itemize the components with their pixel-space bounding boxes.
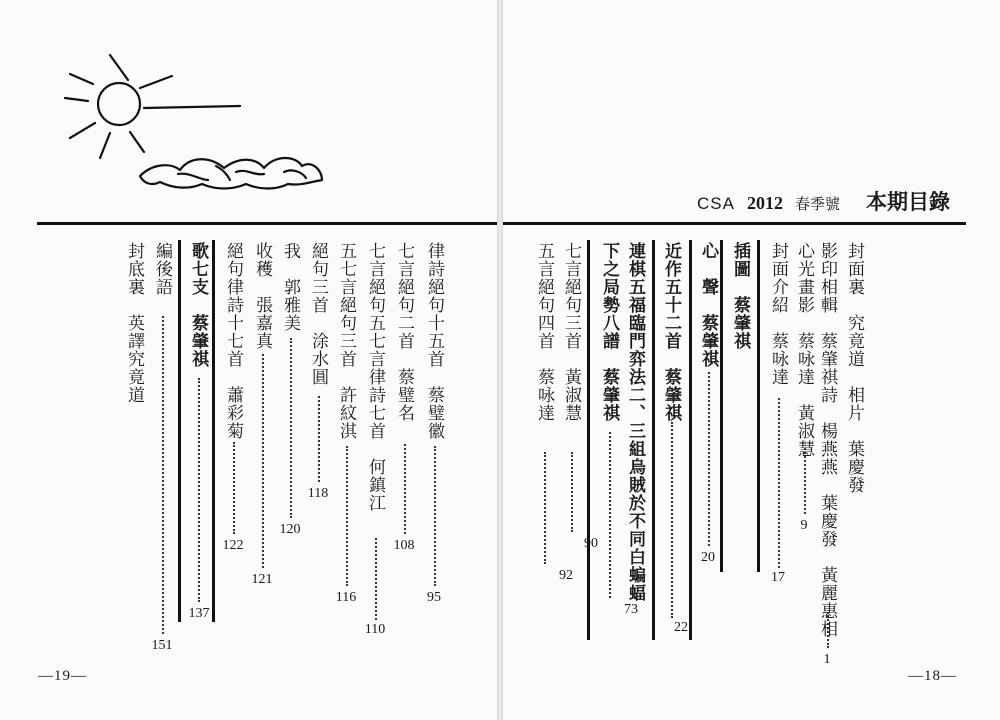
header-rule-left bbox=[37, 222, 497, 225]
toc-page-number: 121 bbox=[251, 572, 273, 587]
toc-page-number: 151 bbox=[151, 638, 173, 653]
toc-page-number: 108 bbox=[393, 538, 415, 553]
toc-leader-dots bbox=[233, 442, 235, 534]
toc-leader-dots bbox=[346, 446, 348, 586]
toc-entry-heart-voice[interactable]: 心 聲 蔡肇祺 bbox=[698, 242, 718, 368]
toc-leader-dots bbox=[404, 444, 406, 534]
section-bar bbox=[689, 240, 692, 640]
toc-page-number: 1 bbox=[823, 652, 831, 667]
section-bar bbox=[178, 240, 181, 622]
toc-entry-seven-songs[interactable]: 歌七支 蔡肇祺 bbox=[188, 242, 208, 368]
issue-year: 2012 bbox=[746, 193, 783, 213]
toc-leader-dots bbox=[827, 612, 829, 648]
toc-page-number: 95 bbox=[427, 590, 441, 605]
toc-entry-recent-works[interactable]: 近作五十二首 蔡肇祺 bbox=[661, 242, 681, 422]
toc-entry-heart-light-paintings[interactable]: 心光畫影 蔡咏達 黃淑慧 bbox=[794, 242, 814, 458]
toc-page-number: 122 bbox=[222, 538, 244, 553]
toc-entry-me[interactable]: 我 郭雅美 bbox=[280, 242, 300, 332]
toc-entry-connect-chess-line2[interactable]: 下之局勢八譜 蔡肇祺 bbox=[599, 242, 619, 422]
toc-entry-harvest[interactable]: 收穫 張嘉真 bbox=[252, 242, 272, 350]
folio-right: —18— bbox=[908, 668, 957, 684]
issue-season: 春季號 bbox=[794, 195, 840, 213]
toc-entry-photo-album[interactable]: 影印相輯 蔡肇祺詩 楊燕燕 葉慶發 黃麗惠相 bbox=[817, 242, 837, 638]
toc-entry-seven-char-quatrains[interactable]: 七言絕句三首 黃淑慧 bbox=[561, 242, 581, 422]
toc-leader-dots bbox=[198, 378, 200, 602]
section-bar bbox=[757, 240, 760, 572]
toc-page-number: 92 bbox=[559, 568, 573, 583]
magazine-brand: CSA bbox=[697, 194, 735, 213]
toc-leader-dots bbox=[262, 354, 264, 568]
toc-page-number: 116 bbox=[335, 590, 357, 605]
toc-entry-quatrain-regulated-seventeen[interactable]: 絕句律詩十七首 蕭彩菊 bbox=[223, 242, 243, 440]
section-bar bbox=[652, 240, 655, 640]
toc-page-number: 9 bbox=[800, 518, 808, 533]
toc-page-number: 118 bbox=[307, 486, 329, 501]
sun-cloud-sketch-illustration bbox=[40, 40, 340, 200]
section-bar bbox=[720, 240, 723, 572]
toc-leader-dots bbox=[708, 372, 710, 546]
section-bar bbox=[212, 240, 215, 622]
toc-entry-illustrations[interactable]: 插圖 蔡肇祺 bbox=[730, 242, 750, 350]
toc-leader-dots bbox=[778, 398, 780, 568]
toc-page-number: 110 bbox=[364, 622, 386, 637]
toc-leader-dots bbox=[571, 452, 573, 532]
sun-icon bbox=[98, 83, 140, 125]
folio-left: —19— bbox=[38, 668, 87, 684]
section-bar bbox=[587, 240, 590, 640]
toc-entry-regulated-verse[interactable]: 律詩絕句十五首 蔡璧徽 bbox=[424, 242, 444, 440]
toc-leader-dots bbox=[544, 452, 546, 564]
toc-entry-three-quatrains[interactable]: 絕句三首 涂水圓 bbox=[308, 242, 328, 386]
toc-entry-seven-char-two[interactable]: 七言絕句二首 蔡璧名 bbox=[394, 242, 414, 422]
toc-entry-cover-inside[interactable]: 封面裏 究竟道 相片 葉慶發 bbox=[844, 242, 864, 494]
toc-entry-connect-chess-line1[interactable]: 連棋五福臨門弈法二、三組烏賊於不同白蝙蝠 bbox=[625, 242, 645, 602]
toc-entry-five-seven-char[interactable]: 五七言絕句三首 許紋淇 bbox=[336, 242, 356, 440]
toc-page-number: 17 bbox=[771, 570, 785, 585]
toc-leader-dots bbox=[671, 422, 673, 618]
toc-entry-cover-intro[interactable]: 封面介紹 蔡咏達 bbox=[768, 242, 788, 386]
toc-entry-five-char-quatrains[interactable]: 五言絕句四首 蔡咏達 bbox=[534, 242, 554, 422]
toc-page-number: 137 bbox=[188, 606, 210, 621]
toc-page-number: 20 bbox=[701, 550, 715, 565]
toc-leader-dots bbox=[434, 446, 436, 586]
toc-title: 本期目錄 bbox=[866, 190, 950, 214]
toc-page-number: 22 bbox=[674, 620, 688, 635]
toc-leader-dots bbox=[162, 316, 164, 634]
toc-entry-back-cover-inside[interactable]: 封底裏 英譯究竟道 bbox=[124, 242, 144, 404]
toc-leader-dots bbox=[290, 338, 292, 518]
toc-page-number: 90 bbox=[584, 536, 598, 551]
toc-page-number: 73 bbox=[624, 602, 638, 617]
header-rule-right bbox=[503, 222, 966, 225]
toc-entry-seven-char-mixed[interactable]: 七言絕句五七言律詩七首 何鎮江 bbox=[365, 242, 385, 512]
toc-leader-dots bbox=[804, 448, 806, 514]
toc-leader-dots bbox=[375, 538, 377, 620]
toc-leader-dots bbox=[318, 396, 320, 482]
toc-leader-dots bbox=[609, 432, 611, 598]
toc-page-number: 120 bbox=[279, 522, 301, 537]
toc-entry-afterword[interactable]: 編後語 bbox=[152, 242, 172, 296]
toc-header bbox=[697, 186, 950, 216]
